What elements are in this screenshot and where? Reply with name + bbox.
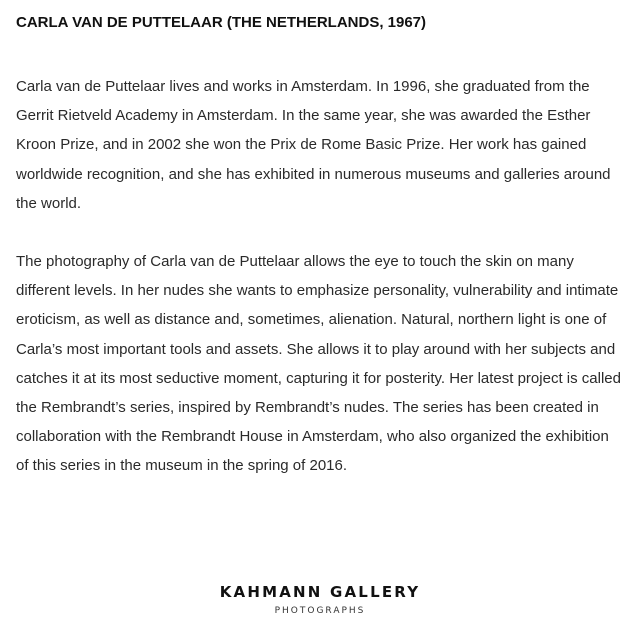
artist-biography [16, 72, 624, 510]
bio-paragraph-2: The photography of Carla van de Puttelaar allows the eye to touch the skin on many different levels. In her nudes she wants to emphasize personality, vulnerability and intimate eroticism, as well as distance and, sometimes, alienation. Natural, northern light is one of Carla’s most important tools and assets. She allows it to play around with her subjects and catches it at its most seductive moment, capturing it for posterity. Her latest project is called the Rembrandt’s series, inspired by Rembrandt’s nudes. The series has been created in collaboration with the Rembrandt House in Amsterdam, who also organized the exhibition of this series in the museum in the spring of 2016. [16, 253, 621, 475]
gallery-logo-tagline: PHOTOGRAPHS [274, 606, 366, 616]
artist-heading: CARLA VAN DE PUTTELAAR (THE NETHERLANDS, 1967) [16, 14, 427, 31]
gallery-logo-name: KAHMANN GALLERY [219, 583, 421, 601]
gallery-logo [0, 582, 640, 618]
bio-paragraph-1: Carla van de Puttelaar lives and works in Amsterdam. In 1996, she graduated from the Gerrit Rietveld Academy in Amsterdam. In the same year, she was awarded the Esther Kroon Prize, and in 2002 she won the Prix de Rome Basic Prize. Her work has gained worldwide recognition, and she has exhibited in numerous museums and galleries around the world. [16, 78, 611, 212]
